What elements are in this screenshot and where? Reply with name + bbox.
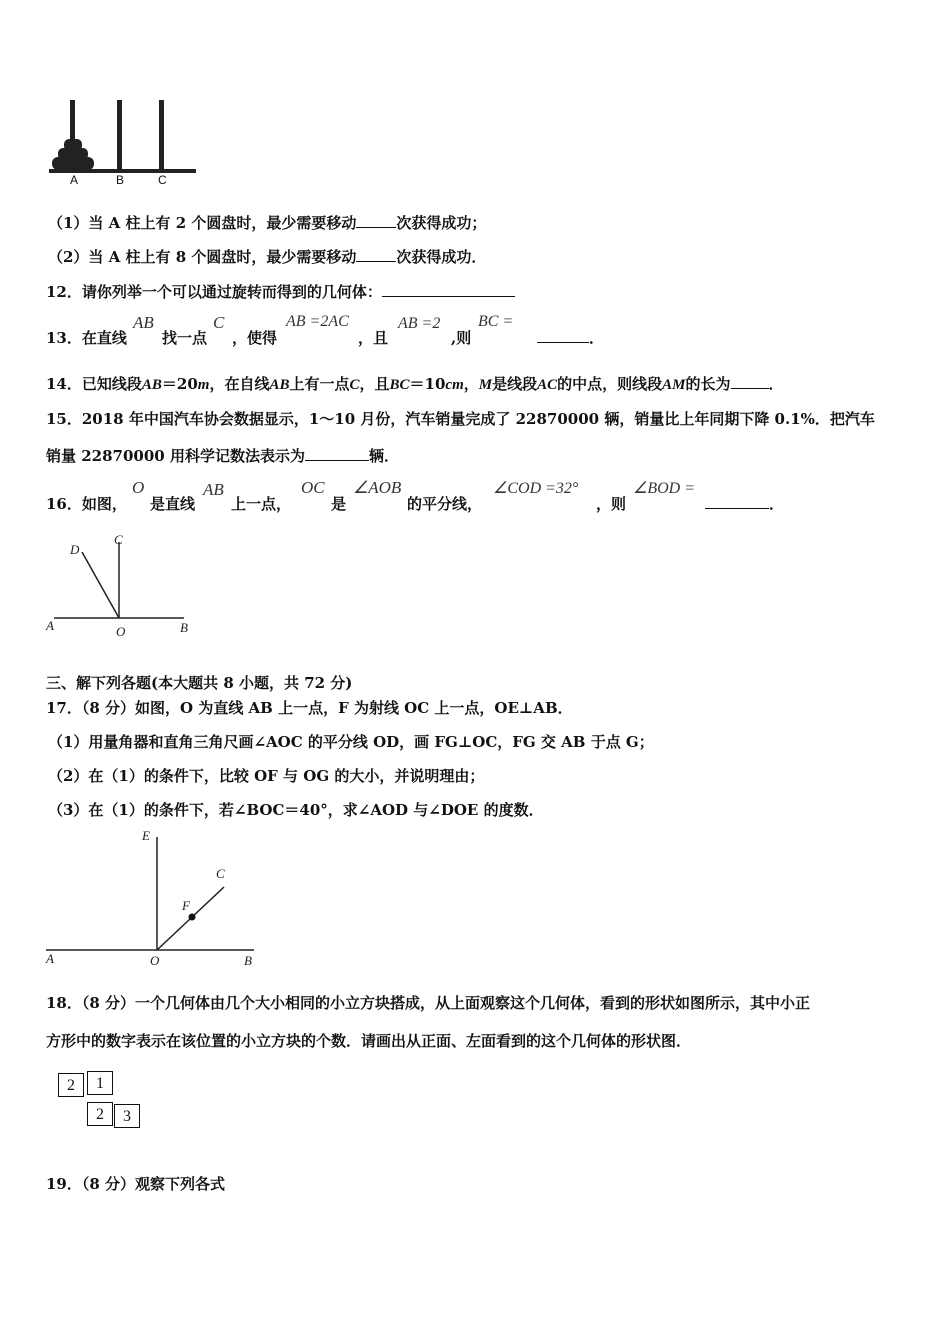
q11-part1-blank [356, 215, 396, 228]
q13-prefix: 13．在直线 [46, 329, 127, 347]
fig17-label-o: O [150, 953, 160, 968]
hanoi-label-a: A [70, 173, 79, 187]
q14-ab: AB [141, 377, 162, 393]
fig16-label-a: A [46, 618, 54, 633]
hanoi-figure [46, 95, 201, 190]
q13-end: ． [589, 329, 605, 347]
q19: 19．（8 分）观察下列各式 [46, 1175, 226, 1193]
fig16-label-b: B [180, 620, 188, 635]
q13-mid4: ,则 [451, 329, 472, 347]
q13-point: C [213, 313, 225, 332]
q16-t3: 是 [331, 495, 347, 513]
q17-part2: （2）在（1）的条件下，比较 OF 与 OG 的大小，并说明理由； [48, 767, 485, 785]
q16-o: O [132, 478, 145, 497]
q11-part1-end: 次获得成功； [396, 214, 487, 232]
q14-text-c: ，在自线 [209, 375, 270, 393]
grid-cell: 3 [114, 1104, 140, 1128]
q14 [46, 373, 784, 394]
q14-text-b: ＝20 [161, 375, 198, 393]
q16-cod: ∠COD =32° [493, 480, 579, 497]
q18-line2: 方形中的数字表示在该位置的小立方块的个数．请画出从正面、左面看到的这个几何体的形状图． [46, 1032, 692, 1050]
q16-t5: ，则 [596, 495, 627, 513]
q14-text-g: ， [463, 375, 479, 393]
q16-bod: ∠BOD = [633, 480, 696, 497]
q16-blank [705, 496, 769, 509]
q11-part2-blank [356, 249, 396, 262]
grid-cell: 1 [87, 1071, 113, 1095]
grid-cell: 2 [58, 1073, 84, 1097]
q15-line1: 15．2018 年中国汽车协会数据显示，1～10 月份，汽车销量完成了 22870000 辆，销量比上年同期下降 0.1%．把汽车 [46, 410, 875, 428]
q15-line2 [46, 445, 399, 466]
q13-mid2: ，使得 [232, 329, 278, 347]
q15-line2-text: 销量 22870000 用科学记数法表示为 [46, 447, 305, 465]
q16-ab: AB [203, 480, 224, 499]
q12 [46, 281, 515, 302]
q13-seg: AB [133, 313, 154, 332]
section3-title: 三、解下列各题(本大题共 8 小题，共 72 分) [46, 674, 353, 692]
q11-part2-text: （2）当 A 柱上有 8 个圆盘时，最少需要移动 [48, 248, 357, 266]
q17-part3: （3）在（1）的条件下，若∠BOC＝40°，求∠AOD 与∠DOE 的度数． [48, 801, 544, 819]
q14-c: C [349, 377, 360, 393]
q16-end: ． [769, 495, 785, 513]
q16-answer [705, 493, 784, 514]
q14-mm: M [478, 377, 493, 393]
q14-text-i: 的中点，则线段 [557, 375, 663, 393]
q14-text-f: ＝10 [409, 375, 446, 393]
q11-part2-end: 次获得成功． [396, 248, 487, 266]
fig17-label-e: E [142, 828, 150, 843]
fig16-label-d: D [70, 542, 80, 557]
q14-ac: AC [537, 377, 558, 393]
fig17-label-c: C [216, 866, 225, 881]
q17-stem: 17．（8 分）如图，O 为直线 AB 上一点，F 为射线 OC 上一点，OE⊥AB． [46, 699, 573, 717]
figure-q16 [44, 532, 194, 642]
q14-text-j: 的长为 [685, 375, 731, 393]
figure-q17 [44, 825, 264, 970]
q13-blank [537, 330, 589, 343]
fig17-label-b: B [244, 953, 252, 968]
q14-m: m [197, 377, 210, 393]
q11-part1 [48, 212, 486, 233]
q16-aob: ∠AOB [353, 478, 402, 497]
hanoi-label-b: B [116, 173, 125, 187]
q14-blank [731, 376, 769, 389]
fig17-label-a: A [46, 951, 54, 966]
q18-top-view-grid [58, 1073, 148, 1129]
q11-part1-text: （1）当 A 柱上有 2 个圆盘时，最少需要移动 [48, 214, 357, 232]
q15-line2-end: 辆． [368, 447, 399, 465]
q12-blank [382, 284, 515, 297]
q14-am: AM [662, 377, 686, 393]
q14-text-a: 14．已知线段 [46, 375, 142, 393]
grid-cell: 2 [87, 1102, 113, 1126]
fig16-label-c: C [114, 532, 123, 547]
q14-bc: BC [389, 377, 410, 393]
q14-cm: cm [445, 377, 464, 393]
q15-blank [305, 448, 369, 461]
q14-text-e: ，且 [359, 375, 390, 393]
fig17-label-f: F [182, 898, 190, 913]
q16-t1: 是直线 [150, 495, 196, 513]
fig16-label-o: O [116, 624, 126, 639]
q11-part2 [48, 246, 486, 267]
q17-part1: （1）用量角器和直角三角尺画∠AOC 的平分线 OD，画 FG⊥OC，FG 交 AB 于点 G； [48, 733, 654, 751]
q14-text-d: 上有一点 [289, 375, 350, 393]
q16-t2: 上一点， [231, 495, 292, 513]
q13-answer [537, 327, 604, 348]
q14-ab2: AB [269, 377, 290, 393]
q13-mid1: 找一点 [162, 329, 208, 347]
hanoi-label-c: C [158, 173, 167, 187]
q16-prefix: 16．如图， [46, 495, 127, 513]
q16-t4: 的平分线， [407, 495, 483, 513]
q13-eq1: AB =2AC [286, 313, 349, 330]
q13-mid3: ，且 [358, 329, 389, 347]
q13-eq3: BC = [478, 313, 514, 330]
q14-text-h: 是线段 [492, 375, 538, 393]
q18-line1: 18．（8 分）一个几何体由几个大小相同的小立方块搭成，从上面观察这个几何体，看到的形状如图所示，其中小正 [46, 994, 811, 1012]
q16-oc: OC [301, 478, 325, 497]
figure-q17-drawing [44, 825, 264, 970]
q14-end: ． [768, 375, 784, 393]
q12-text: 12．请你列举一个可以通过旋转而得到的几何体： [46, 283, 382, 301]
q13-eq2: AB =2 [398, 315, 441, 332]
